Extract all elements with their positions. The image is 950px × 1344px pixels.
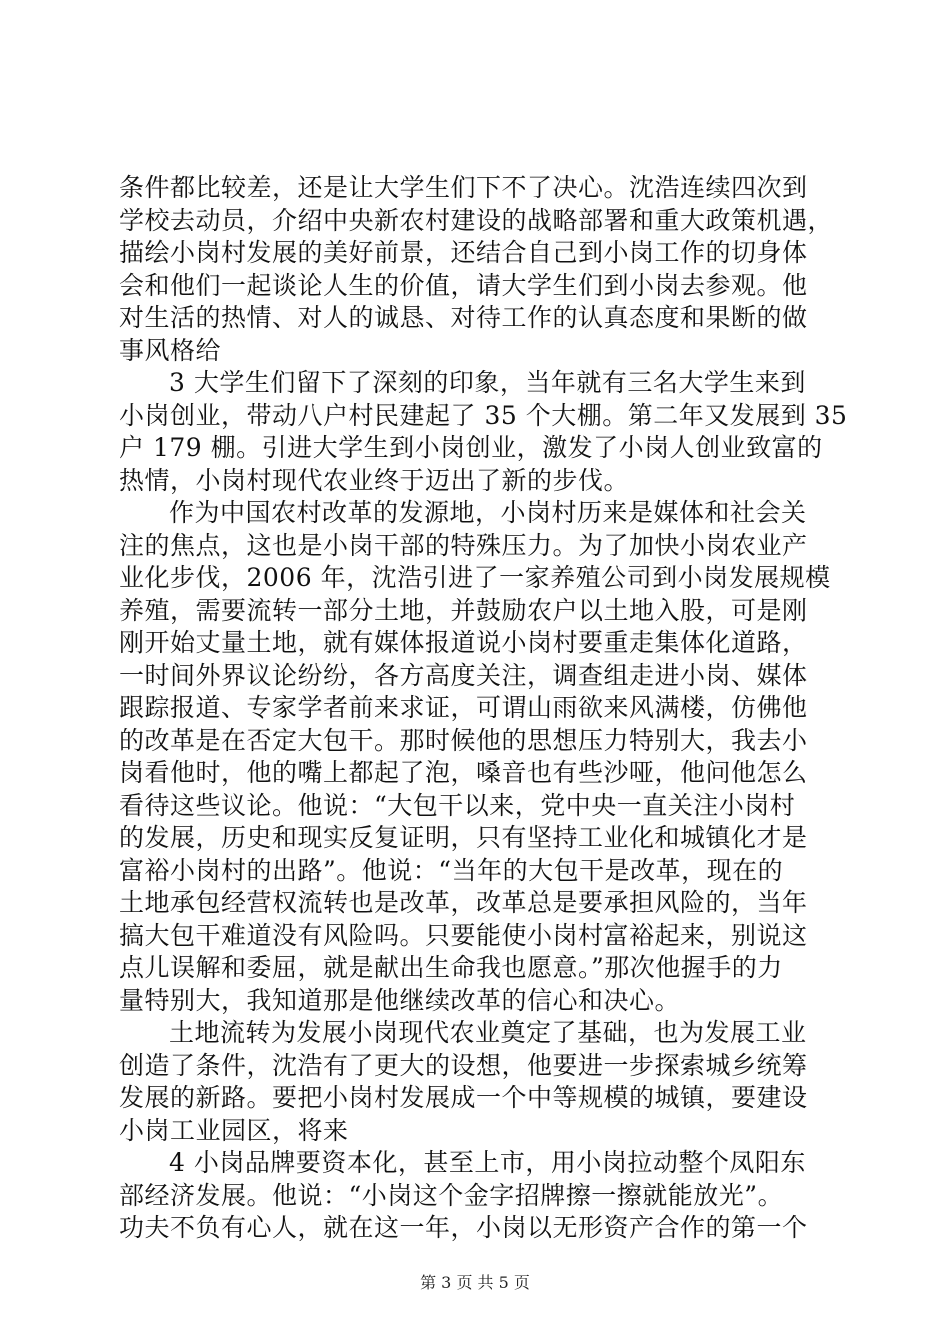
text-line: 注的焦点，这也是小岗干部的特殊压力。为了加快小岗农业产 [119, 530, 808, 560]
text-line: 户 179 棚。引进大学生到小岗创业，激发了小岗人创业致富的 [119, 433, 823, 462]
text-line: 4 小岗品牌要资本化，甚至上市，用小岗拉动整个凤阳东 [169, 1148, 806, 1177]
text-line: 发展的新路。要把小岗村发展成一个中等规模的城镇，要建设 [119, 1083, 808, 1112]
text-line: 刚开始丈量土地，就有媒体报道说小岗村要重走集体化道路， [119, 628, 808, 657]
text-line: 富裕小岗村的出路”。他说：“当年的大包干是改革，现在的 [119, 855, 784, 885]
text-line: 功夫不负有心人，就在这一年，小岗以无形资产合作的第一个 [119, 1213, 808, 1242]
text-line: 土地流转为发展小岗现代农业奠定了基础，也为发展工业 [169, 1018, 807, 1047]
text-line: 条件都比较差，还是让大学生们下不了决心。沈浩连续四次到 [119, 173, 808, 202]
text-line: 看待这些议论。他说：“大包干以来，党中央一直关注小岗村 [119, 790, 796, 820]
text-line: 描绘小岗村发展的美好前景，还结合自己到小岗工作的切身体 [119, 238, 808, 267]
text-line: 养殖，需要流转一部分土地，并鼓励农户以土地入股，可是刚 [119, 595, 808, 625]
text-line: 学校去动员，介绍中央新农村建设的战略部署和重大政策机遇， [119, 205, 834, 235]
text-line: 创造了条件，沈浩有了更大的设想，他要进一步探索城乡统筹 [119, 1050, 808, 1080]
text-line: 一时间外界议论纷纷，各方高度关注，调查组走进小岗、媒体 [119, 660, 808, 690]
text-line: 3 大学生们留下了深刻的印象，当年就有三名大学生来到 [169, 368, 806, 397]
text-line: 对生活的热情、对人的诚恳、对待工作的认真态度和果断的做 [119, 303, 808, 332]
text-line: 的发展，历史和现实反复证明，只有坚持工业化和城镇化才是 [119, 823, 808, 852]
text-line: 搞大包干难道没有风险吗。只要能使小岗村富裕起来，别说这 [119, 920, 808, 950]
text-line: 岗看他时，他的嘴上都起了泡，嗓音也有些沙哑，他问他怎么 [119, 758, 808, 787]
text-line: 点儿误解和委屈，就是献出生命我也愿意。”那次他握手的力 [119, 953, 783, 982]
text-line: 作为中国农村改革的发源地，小岗村历来是媒体和社会关 [169, 498, 807, 527]
text-line: 部经济发展。他说：“小岗这个金字招牌擦一擦就能放光”。 [119, 1180, 784, 1210]
text-line: 小岗创业，带动八户村民建起了 35 个大棚。第二年又发展到 35 [119, 400, 848, 430]
text-line: 热情，小岗村现代农业终于迈出了新的步伐。 [119, 465, 630, 495]
text-line: 的改革是在否定大包干。那时候他的思想压力特别大，我去小 [119, 725, 808, 755]
text-line: 量特别大，我知道那是他继续改革的信心和决心。 [119, 985, 681, 1015]
text-line: 跟踪报道、专家学者前来求证，可谓山雨欲来风满楼，仿佛他 [119, 693, 808, 722]
text-line: 土地承包经营权流转也是改革，改革总是要承担风险的，当年 [119, 888, 808, 917]
text-line: 业化步伐，2006 年，沈浩引进了一家养殖公司到小岗发展规模 [119, 563, 831, 592]
page-footer: 第 3 页 共 5 页 [420, 1273, 530, 1292]
text-line: 事风格给 [119, 335, 222, 365]
document-body [119, 172, 848, 1245]
text-line: 会和他们一起谈论人生的价值，请大学生们到小岗去参观。他 [119, 270, 808, 300]
text-line: 小岗工业园区，将来 [119, 1115, 349, 1145]
